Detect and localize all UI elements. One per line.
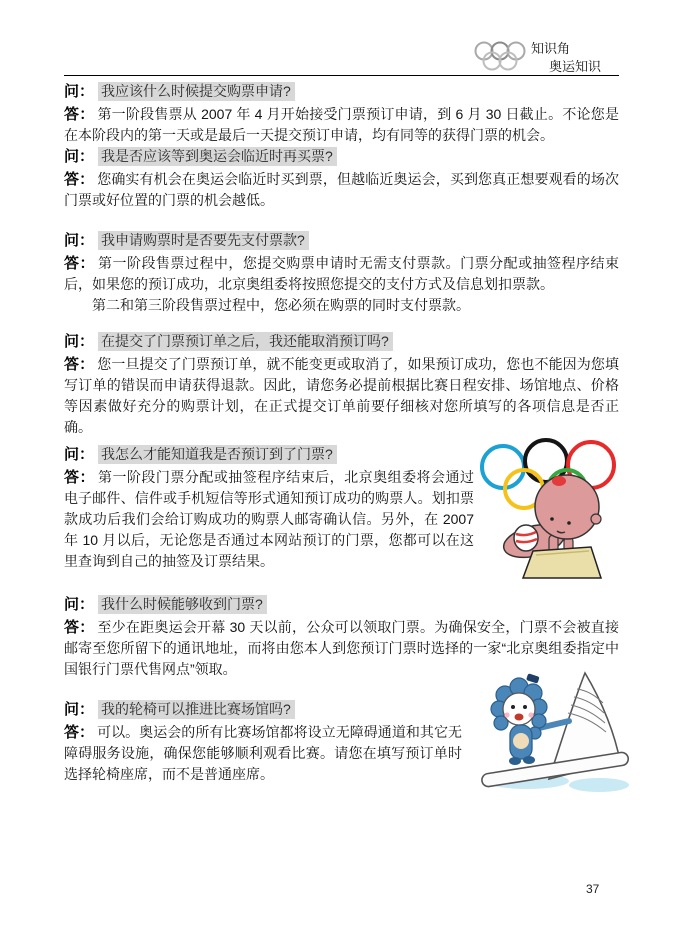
question-text: 在提交了门票预订单之后，我还能取消预订吗? <box>98 332 393 351</box>
answer-text: 第一阶段门票分配或抽签程序结束后，北京奥组委将会通过电子邮件、信件或手机短信等形式通知预订成功的购票人。划扣票款成功后我们会给订购成功的购票人邮寄确认信。另外，在 2007 年 10 月以后，无论您是否通过本网站预订的门票，您都可以在这里查询到自己的抽签及订票结果。 <box>64 469 474 569</box>
question-text: 我什么时候能够收到门票? <box>98 595 267 614</box>
question-label: 问： <box>64 446 95 463</box>
answer-label: 答： <box>64 469 95 486</box>
question-text: 我应该什么时候提交购票申请? <box>98 82 295 101</box>
answer-paragraph <box>64 169 619 211</box>
question-label: 问： <box>64 333 95 350</box>
answer-label: 答： <box>64 356 95 373</box>
answer-label: 答： <box>64 171 95 188</box>
answer-paragraph <box>64 253 619 295</box>
answer-text: 第一阶段售票从 2007 年 4 月开始接受门票预订申请，到 6 月 30 日截止。不论您是在本阶段内的第一天或是最后一天提交预订申请，均有同等的获得门票的机会。 <box>64 106 619 143</box>
header-section-title: 奥运知识 <box>549 59 602 74</box>
olympic-rings-gray-icon <box>474 40 526 74</box>
question-text: 我的轮椅可以推进比赛场馆吗? <box>98 700 295 719</box>
answer-text: 第一阶段售票过程中，您提交购票申请时无需支付票款。门票分配或抽签程序结束后，如果您的预订成功，北京奥组委将按照您提交的支付方式及信息划扣票款。 <box>64 255 619 292</box>
answer-text: 您一旦提交了门票预订单，就不能变更或取消了，如果预订成功，您也不能因为您填写订单的错误而申请获得退款。因此，请您务必提前根据比赛日程安排、场馆地点、价格等因素做好充分的购票计划，在正式提交订单前要仔细核对您所填写的各项信息是否正确。 <box>64 356 619 435</box>
question-line <box>64 146 619 167</box>
question-text: 我是否应该等到奥运会临近时再买票? <box>98 147 337 166</box>
qa-block-1 <box>64 81 619 146</box>
answer-text: 您确实有机会在奥运会临近时买到票，但越临近奥运会，买到您真正想要观看的场次门票或好位置的门票的机会越低。 <box>64 171 619 208</box>
answer-paragraph <box>64 467 474 572</box>
answer-label: 答： <box>64 619 95 636</box>
question-label: 问： <box>64 232 95 249</box>
question-line <box>64 594 619 615</box>
answer-label: 答： <box>64 724 95 741</box>
question-label: 问： <box>64 83 95 100</box>
question-label: 问： <box>64 701 95 718</box>
answer <box>64 169 619 211</box>
answer <box>64 467 474 572</box>
question-text: 我怎么才能知道我是否预订到了门票? <box>98 445 337 464</box>
answer-paragraph <box>64 104 619 146</box>
question-label: 问： <box>64 596 95 613</box>
page-number: 37 <box>586 882 600 896</box>
answer <box>64 722 462 785</box>
answer-text: 第二和第三阶段售票过程中，您必须在购票的同时支付票款。 <box>92 297 470 313</box>
question-line <box>64 230 619 251</box>
qa-block-2 <box>64 146 619 211</box>
header-divider <box>64 75 619 76</box>
qa-block-3 <box>64 230 619 316</box>
answer <box>64 104 619 146</box>
answer <box>64 354 619 438</box>
answer-label: 答： <box>64 106 95 123</box>
answer <box>64 253 619 316</box>
answer-text: 可以。奥运会的所有比赛场馆都将设立无障碍通道和其它无障碍服务设施，确保您能够顺利观看比赛。请您在填写预订单时选择轮椅座席，而不是普通座席。 <box>64 724 462 782</box>
question-line <box>64 81 619 102</box>
answer-paragraph <box>64 354 619 438</box>
answer-paragraph <box>64 295 619 316</box>
gymnast-mascot-olympic-rings-illustration <box>479 437 632 579</box>
question-text: 我申请购票时是否要先支付票款? <box>98 231 309 250</box>
answer-text: 至少在距奥运会开幕 30 天以前，公众可以领取门票。为确保安全，门票不会被直接邮寄至您所留下的通讯地址，而将由您本人到您预订门票时选择的一家“北京奥组委指定中国银行门票代售网点”领取。 <box>64 619 619 677</box>
qa-block-4 <box>64 331 619 438</box>
question-label: 问： <box>64 148 95 165</box>
fuwa-beibei <box>491 673 547 765</box>
answer-paragraph <box>64 722 462 785</box>
fuwa-windsurfing-illustration <box>477 667 635 795</box>
question-line <box>64 331 619 352</box>
header-corner-title: 知识角 <box>531 41 571 56</box>
answer-label: 答： <box>64 255 95 272</box>
